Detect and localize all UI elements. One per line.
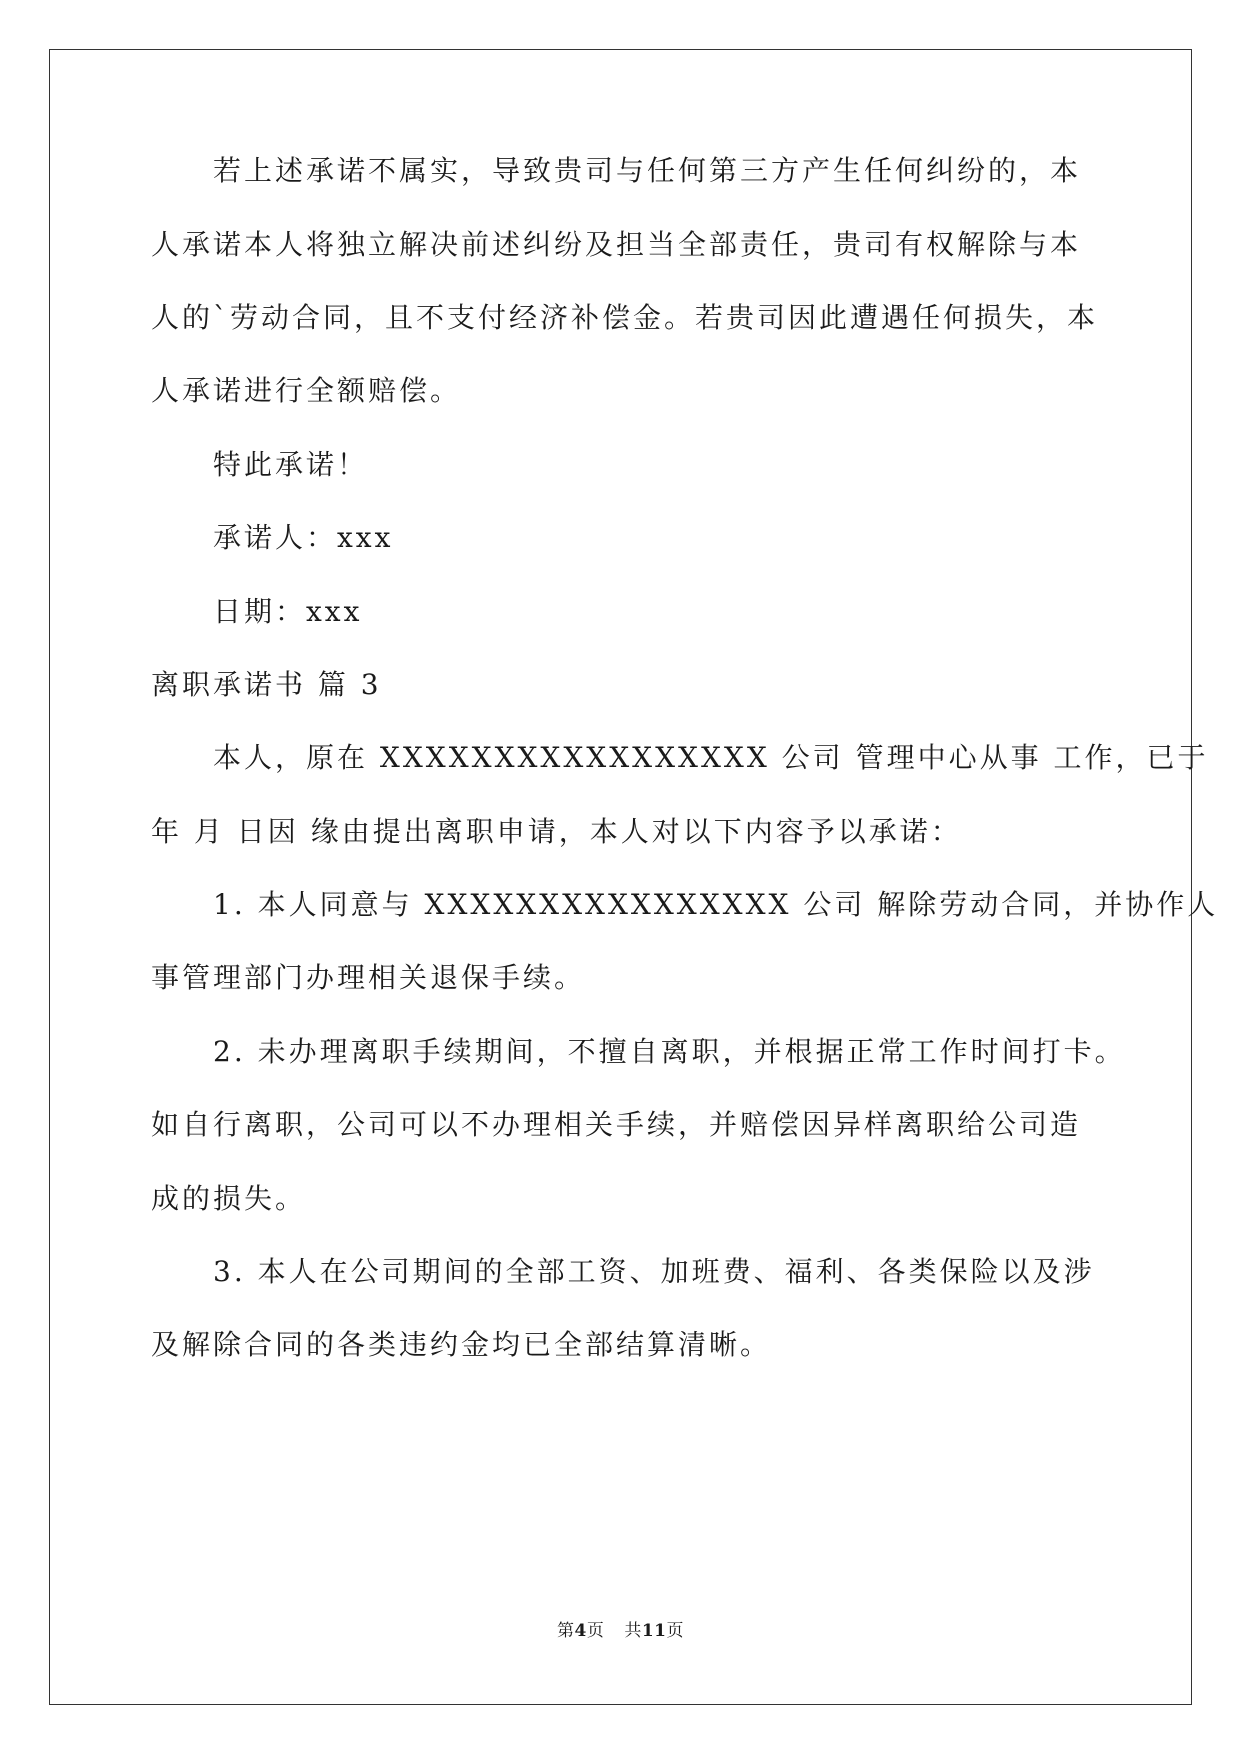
- total-prefix: 共: [624, 1621, 642, 1641]
- paragraph-line: 1. 本人同意与 XXXXXXXXXXXXXXXX 公司 解除劳动合同，并协作人: [213, 888, 1219, 921]
- page-current: 4: [574, 1621, 587, 1641]
- paragraph-line: 成的损失。: [151, 1182, 307, 1215]
- paragraph-line: 人的`劳动合同，且不支付经济补偿金。若贵司因此遭遇任何损失，本: [151, 301, 1099, 334]
- page-suffix: 页: [586, 1621, 605, 1641]
- page-total: 11: [641, 1621, 667, 1641]
- page-border: [49, 49, 1192, 1705]
- paragraph-line: 特此承诺！: [213, 448, 369, 481]
- paragraph-line: 如自行离职，公司可以不办理相关手续，并赔偿因异样离职给公司造: [151, 1108, 1082, 1141]
- paragraph-line: 2. 未办理离职手续期间，不擅自离职，并根据正常工作时间打卡。: [213, 1035, 1126, 1068]
- section-heading: 离职承诺书 篇 3: [151, 668, 382, 701]
- paragraph-line: 若上述承诺不属实，导致贵司与任何第三方产生任何纠纷的，本: [213, 154, 1082, 187]
- paragraph-line: 3. 本人在公司期间的全部工资、加班费、福利、各类保险以及涉: [213, 1255, 1095, 1288]
- paragraph-line: 人承诺本人将独立解决前述纠纷及担当全部责任，贵司有权解除与本: [151, 228, 1082, 261]
- paragraph-line: 年 月 日因 缘由提出离职申请，本人对以下内容予以承诺：: [151, 815, 962, 848]
- paragraph-line: 人承诺进行全额赔偿。: [151, 374, 462, 407]
- date-line: 日期：xxx: [213, 595, 363, 628]
- paragraph-line: 事管理部门办理相关退保手续。: [151, 961, 586, 994]
- page-prefix: 第: [556, 1621, 575, 1641]
- page-footer: [0, 1619, 1241, 1643]
- total-suffix: 页: [666, 1621, 684, 1641]
- paragraph-line: 及解除合同的各类违约金均已全部结算清晰。: [151, 1328, 772, 1361]
- signatory-line: 承诺人：xxx: [213, 521, 394, 554]
- paragraph-line: 本人，原在 XXXXXXXXXXXXXXXXX 公司 管理中心从事 工作，已于: [213, 741, 1209, 774]
